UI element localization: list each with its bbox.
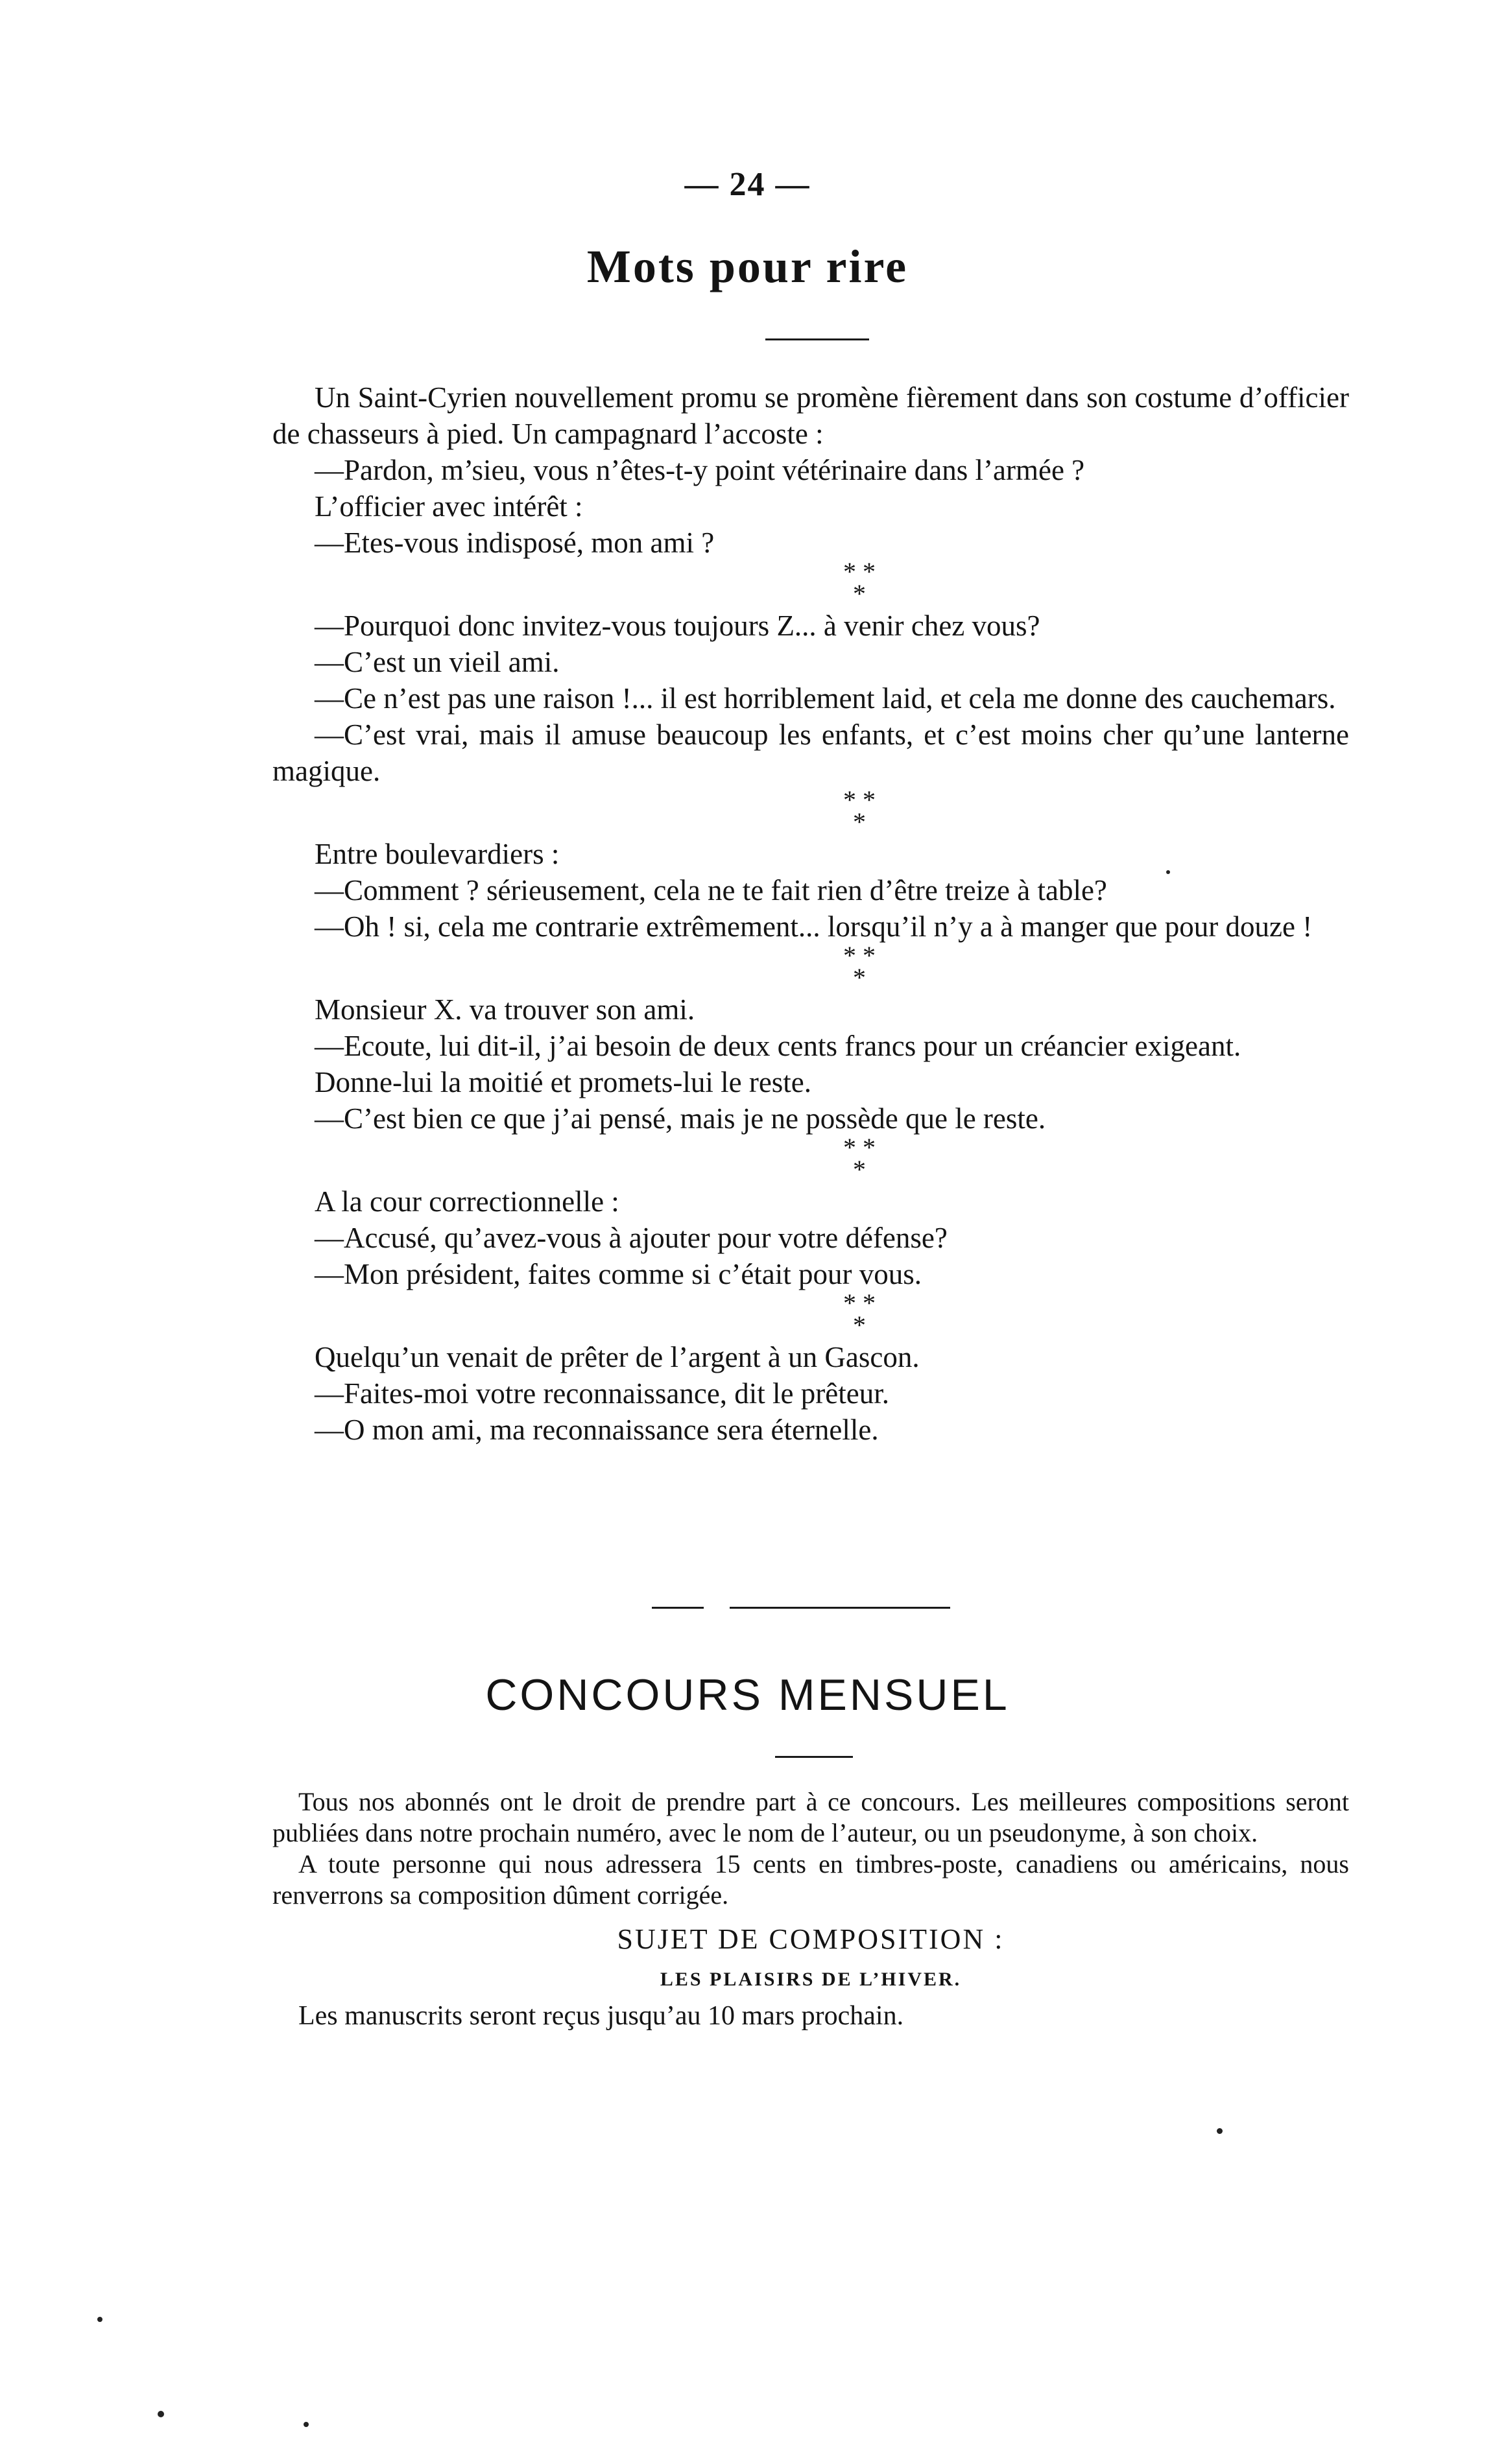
joke-line: Monsieur X. va trouver son ami. <box>315 993 695 1026</box>
scan-speck <box>1166 870 1170 874</box>
joke-line: —Accusé, qu’avez-vous à ajouter pour votre défense? <box>315 1222 948 1254</box>
joke-line: Donne-lui la moitié et promets-lui le reste. <box>315 1066 812 1098</box>
joke-line: —Oh ! si, cela me contrarie extrêmement... lorsqu’il n’y a à manger que pour douze ! <box>315 910 1313 943</box>
joke-line: —Comment ? sérieusement, cela ne te fait rien d’être treize à table? <box>315 874 1107 906</box>
joke-block <box>272 608 1349 789</box>
joke-line: A la cour correctionnelle : <box>315 1185 619 1218</box>
joke-line: —Pardon, m’sieu, vous n’êtes-t-y point vétérinaire dans l’armée ? <box>315 454 1085 486</box>
section-rule-right <box>730 1607 950 1609</box>
page-number: — 24 — <box>684 166 811 203</box>
scan-speck <box>158 2411 164 2417</box>
concours-paragraph: Tous nos abonnés ont le droit de prendre part à ce concours. Les meilleures compositions seront publiées dans notre prochain numéro, avec le nom de l’auteur, ou un pseudonyme, à son choix. <box>272 1787 1349 1847</box>
scan-speck <box>1217 2128 1223 2134</box>
joke-block <box>272 379 1349 561</box>
joke-block <box>272 836 1349 945</box>
joke-block <box>272 1183 1349 1292</box>
joke-line: —Pourquoi donc invitez-vous toujours Z... à venir chez vous? <box>315 610 1040 642</box>
joke-line: —Ecoute, lui dit-il, j’ai besoin de deux cents francs pour un créancier exigeant. <box>315 1030 1241 1062</box>
asterism-divider: * * * <box>843 785 876 836</box>
joke-line: —Mon président, faites comme si c’était pour vous. <box>315 1258 922 1290</box>
joke-line: Entre boulevardiers : <box>315 838 560 870</box>
asterism-divider: * * * <box>843 1133 876 1184</box>
title-rule <box>765 338 869 340</box>
jokes-section <box>272 379 1349 1448</box>
joke-line: —O mon ami, ma reconnaissance sera éternelle. <box>315 1414 879 1446</box>
joke-line: —Faites-moi votre reconnaissance, dit le prêteur. <box>315 1377 889 1410</box>
joke-line: —C’est bien ce que j’ai pensé, mais je ne possède que le reste. <box>315 1102 1046 1135</box>
joke-line: L’officier avec intérêt : <box>315 490 583 523</box>
scan-speck <box>97 2317 102 2322</box>
joke-block <box>272 991 1349 1137</box>
concours-section <box>272 1786 1349 2034</box>
joke-line: —Ce n’est pas une raison !... il est horriblement laid, et cela me donne des cauchemars. <box>315 682 1336 715</box>
subject-topic: LES PLAISIRS DE L’HIVER. <box>660 1969 962 1990</box>
concours-rule <box>775 1756 853 1758</box>
scan-speck <box>304 2422 309 2427</box>
concours-heading: CONCOURS MENSUEL <box>485 1670 1010 1720</box>
deadline-note: Les manuscrits seront reçus jusqu’au 10 mars prochain. <box>298 2001 904 2031</box>
asterism-divider: * * * <box>843 941 876 992</box>
joke-line: —C’est un vieil ami. <box>315 646 560 678</box>
page-title: Mots pour rire <box>586 241 909 292</box>
joke-line: —Etes-vous indisposé, mon ami ? <box>315 527 715 559</box>
joke-line: Quelqu’un venait de prêter de l’argent à un Gascon. <box>315 1341 920 1373</box>
asterism-divider: * * * <box>843 557 876 608</box>
joke-line: —C’est vrai, mais il amuse beaucoup les enfants, et c’est moins cher qu’une lanterne magique. <box>272 718 1349 787</box>
concours-paragraph: A toute personne qui nous adressera 15 cents en timbres-poste, canadiens ou américains, nous renverrons sa composition dûment corrigée. <box>272 1849 1349 1910</box>
joke-line: Un Saint-Cyrien nouvellement promu se promène fièrement dans son costume d’officier de chasseurs à pied. Un campagnard l’accoste : <box>272 381 1349 450</box>
subject-label: SUJET DE COMPOSITION : <box>617 1923 1005 1955</box>
joke-block <box>272 1339 1349 1448</box>
asterism-divider: * * * <box>843 1288 876 1340</box>
section-rule-left <box>652 1607 704 1609</box>
